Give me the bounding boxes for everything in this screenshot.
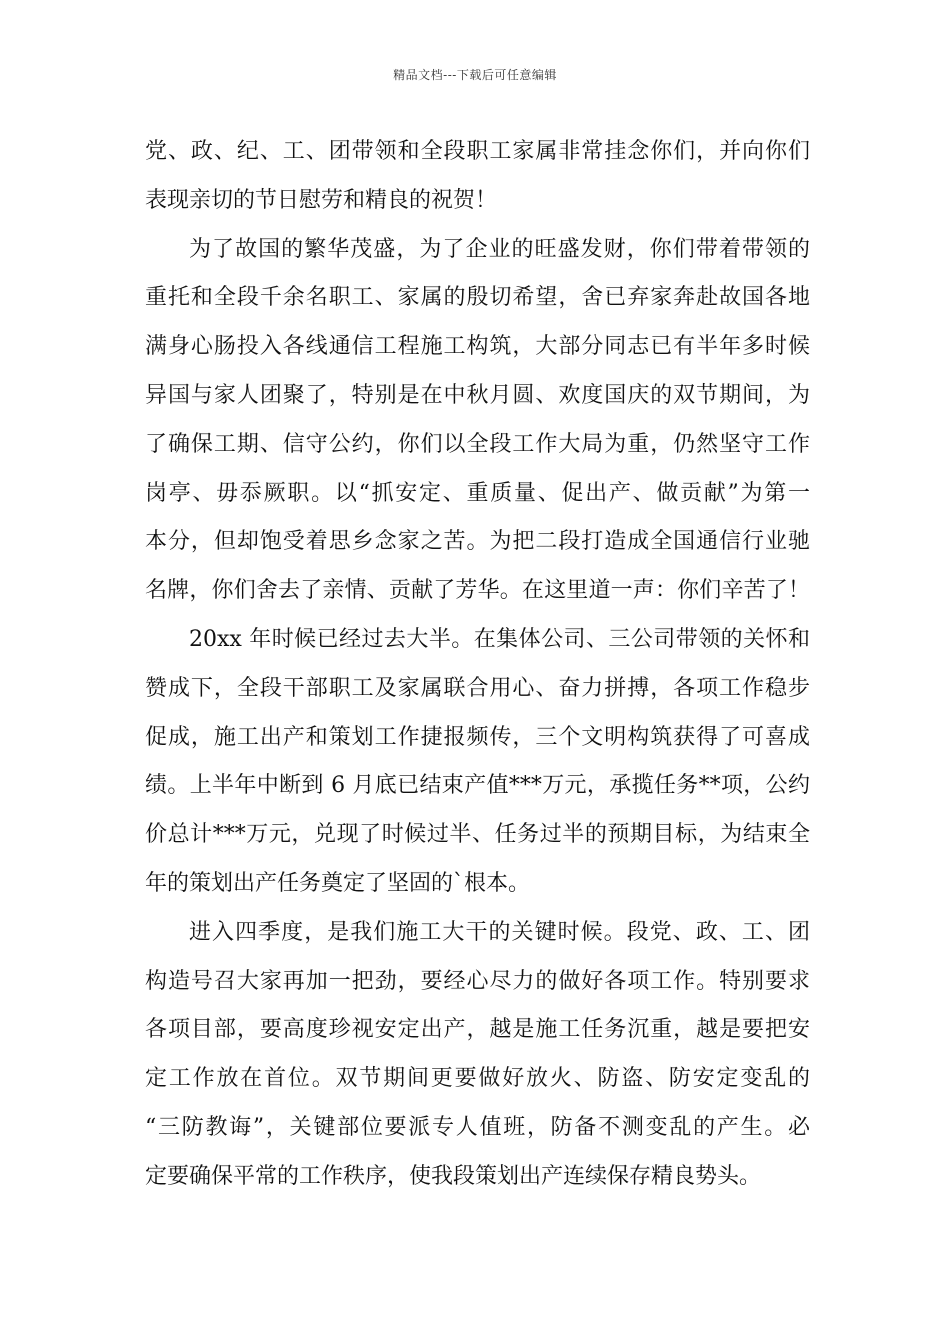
- text-line: 20xx 年时候已经过去大半。在集体公司、三公司带领的关怀和: [189, 626, 810, 652]
- text-line: 党、政、纪、工、团带领和全段职工家属非常挂念你们，并向你们: [145, 139, 810, 164]
- text-line: 价总计***万元，兑现了时候过半、任务过半的预期目标，为结束全: [145, 822, 810, 848]
- text-line: 构造号召大家再加一把劲，要经心尽力的做好各项工作。特别要求: [145, 968, 810, 994]
- text-line: 各项目部，要高度珍视安定出产，越是施工任务沉重，越是要把安: [145, 1017, 810, 1043]
- text-line: 异国与家人团聚了，特别是在中秋月圆、欢度国庆的双节期间，为: [145, 382, 810, 408]
- text-line: 赞成下，全段干部职工及家属联合用心、奋力拼搏，各项工作稳步: [145, 675, 810, 701]
- text-line: 了确保工期、信守公约，你们以全段工作大局为重，仍然坚守工作: [145, 431, 810, 457]
- document-body: [145, 132, 810, 1206]
- text-line: 定要确保平常的工作秩序，使我段策划出产连续保存精良势头。: [145, 1163, 762, 1189]
- page-header: 精品文档---下载后可任意编辑: [393, 68, 557, 82]
- text-line: 年的策划出产任务奠定了坚固的`根本。: [145, 870, 531, 896]
- text-line: 重托和全段千余名职工、家属的殷切希望，舍已弃家奔赴故国各地: [145, 285, 810, 311]
- text-line: 满身心肠投入各线通信工程施工构筑，大部分同志已有半年多时候: [145, 334, 810, 360]
- text-line: 为了故国的繁华茂盛，为了企业的旺盛发财，你们带着带领的: [189, 236, 810, 262]
- text-line: 绩。上半年中断到 6 月底已结束产值***万元，承揽任务**项，公约: [145, 773, 810, 799]
- text-line: 定工作放在首位。双节期间更要做好放火、防盗、防安定变乱的: [145, 1066, 810, 1092]
- text-line: “三防教诲”，关键部位要派专人值班，防备不测变乱的产生。必: [145, 1114, 810, 1140]
- text-line: 本分，但却饱受着思乡念家之苦。为把二段打造成全国通信行业驰: [145, 529, 810, 555]
- text-line: 促成，施工出产和策划工作捷报频传，三个文明构筑获得了可喜成: [145, 724, 810, 750]
- text-line: 表现亲切的节日慰劳和精良的祝贺！: [145, 187, 498, 213]
- text-line: 进入四季度，是我们施工大干的关键时候。段党、政、工、团: [189, 919, 810, 945]
- text-line: 岗亭、毋忝厥职。以“抓安定、重质量、促出产、做贡献”为第一: [145, 480, 810, 506]
- text-line: 名牌，你们舍去了亲情、贡献了芳华。在这里道一声：你们辛苦了！: [145, 578, 810, 604]
